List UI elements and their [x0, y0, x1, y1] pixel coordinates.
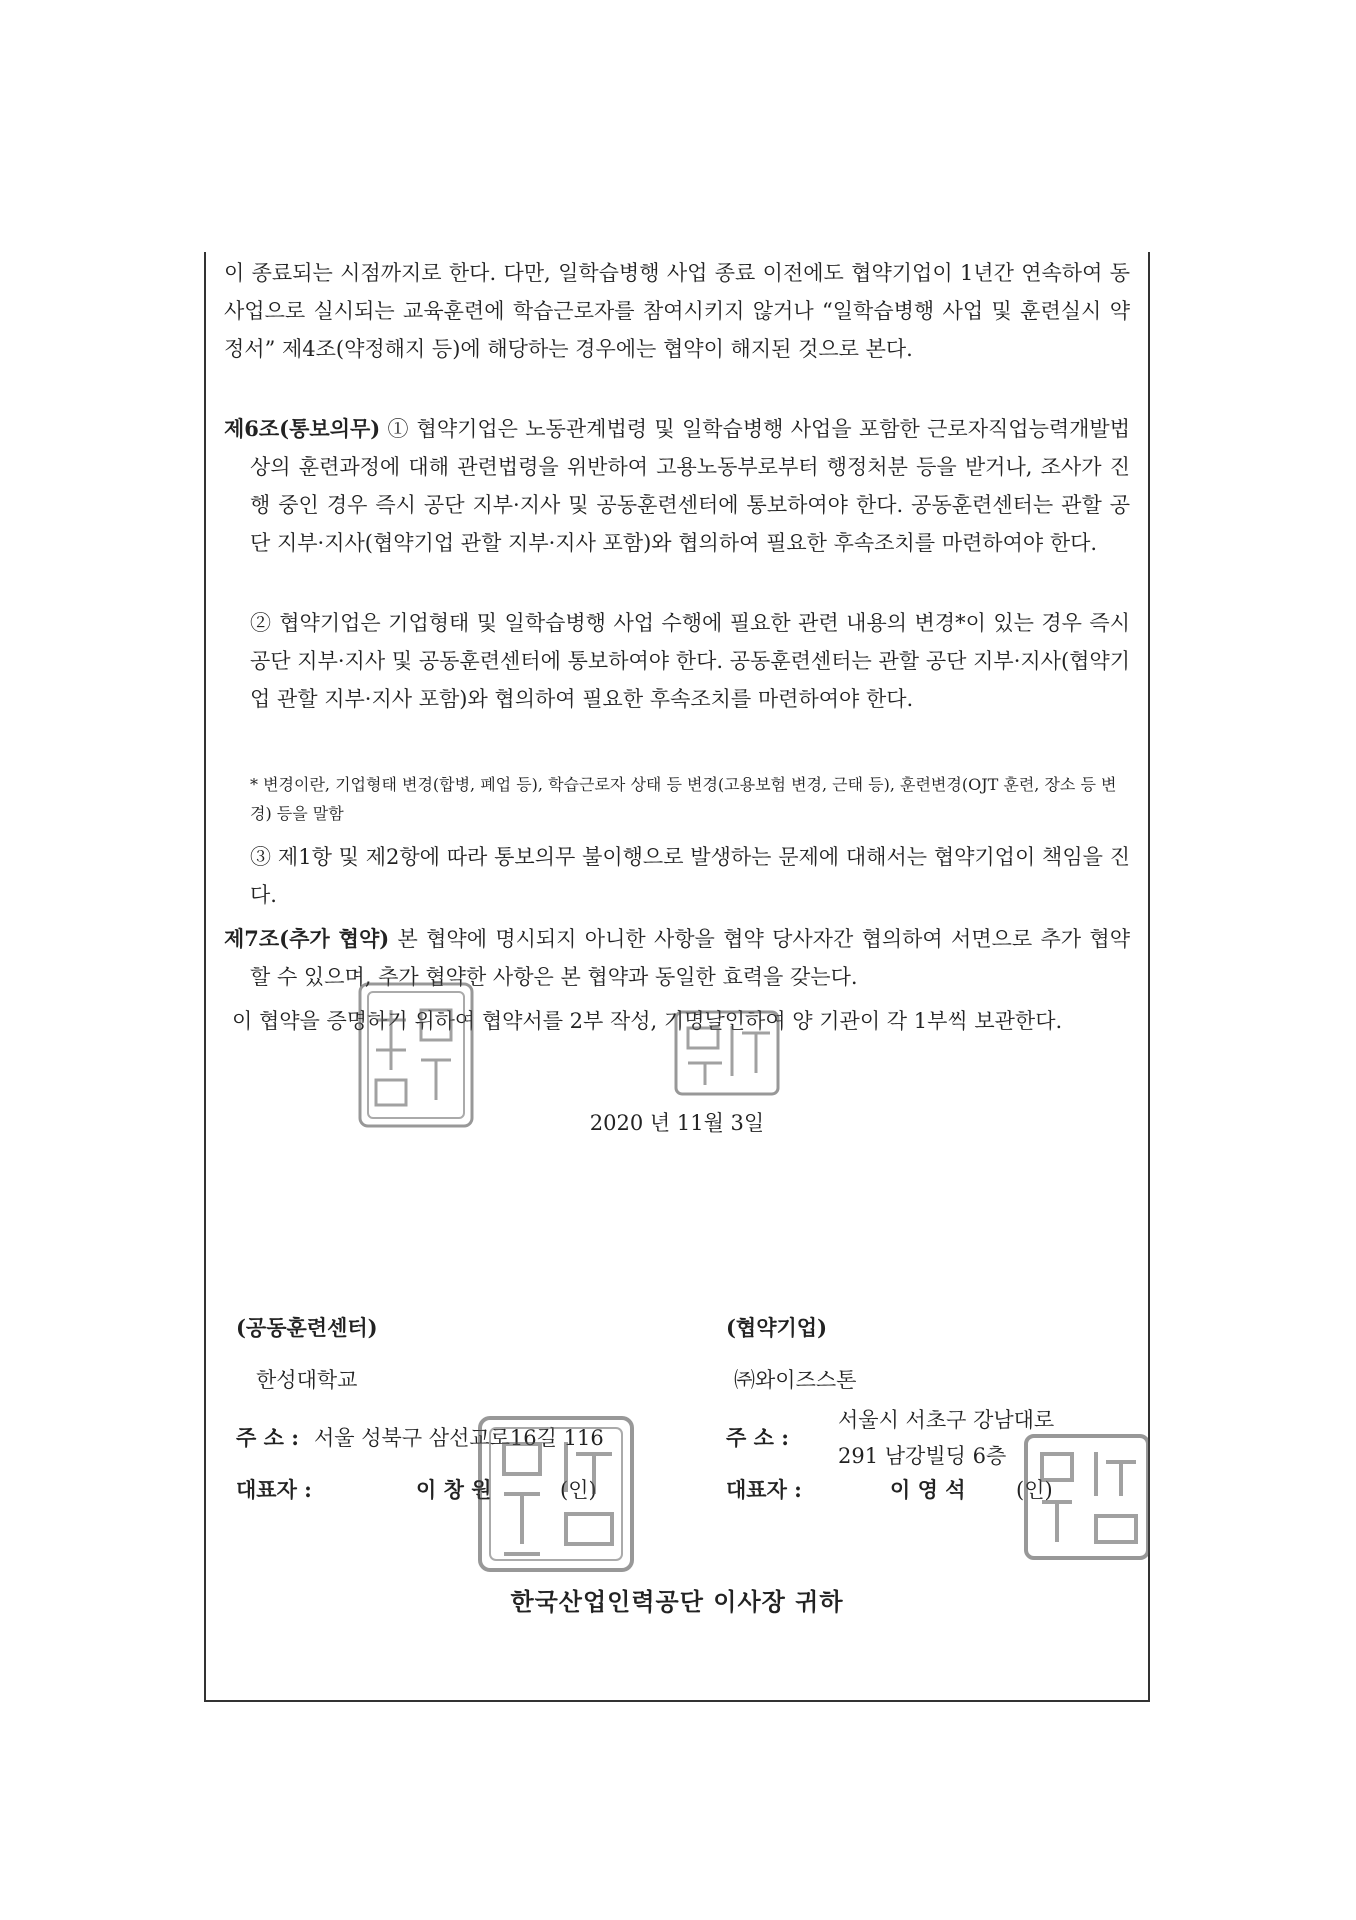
- agreement-date: 2020 년 11월 3일: [589, 1111, 765, 1135]
- closing-statement: 이 협약을 증명하기 위하여 협약서를 2부 작성, 기명날인하여 양 기관이 각 1부씩 보관한다.: [232, 1009, 1063, 1033]
- seal-stamp-icon: [1022, 1432, 1152, 1562]
- left-party-heading: (공동훈련센터): [236, 1315, 378, 1340]
- right-party-address-line1: 서울시 서초구 강남대로: [838, 1408, 1055, 1432]
- left-party-seal-mark: (인): [560, 1478, 597, 1502]
- article6-text1: ① 협약기업은 노동관계법령 및 일학습병행 사업을 포함한 근로자직업능력개발법 상의 훈련과정에 대해 관련법령을 위반하여 고용노동부로부터 행정처분 등을 받거나, 조사가 진행 중인 경우 즉시 공단 지부·지사 및 공동훈련센터에 통보하여야 한다. 공동훈련센터는 관할 공단 지부·지사(협약기업 관할 지부·지사 포함)와 협의하여 필요한 후속조치를 마련하여야 한다.: [250, 417, 1130, 555]
- right-party-address-line2: 291 남강빌딩 6층: [838, 1444, 1007, 1468]
- right-party-rep-name: 이 영 석: [890, 1477, 966, 1502]
- seal-stamp-icon: [356, 980, 476, 1130]
- article5-continuation: 이 종료되는 시점까지로 한다. 다만, 일학습병행 사업 종료 이전에도 협약기업이 1년간 연속하여 동 사업으로 실시되는 교육훈련에 학습근로자를 참여시키지 않거나 “일학습병행 사업 및 훈련실시 약정서” 제4조(약정해지 등)에 해당하는 경우에는 협약이 해지된 것으로 본다.: [224, 261, 1130, 361]
- right-party-seal-mark: (인): [1016, 1478, 1053, 1502]
- right-party-name: ㈜와이즈스톤: [734, 1368, 857, 1392]
- document-frame: [204, 252, 1150, 1702]
- left-party-rep-label: 대표자 :: [236, 1477, 312, 1502]
- article7-text: 본 협약에 명시되지 아니한 사항을 협약 당사자간 협의하여 서면으로 추가 협약할 수 있으며, 추가 협약한 사항은 본 협약과 동일한 효력을 갖는다.: [250, 927, 1130, 989]
- right-party-address-label: 주 소 :: [726, 1425, 789, 1450]
- seal-stamp-icon: [476, 1414, 636, 1574]
- article7-title: 제7조(추가 협약): [224, 926, 390, 951]
- article6-footnote: * 변경이란, 기업형태 변경(합병, 폐업 등), 학습근로자 상태 등 변경(고용보험 변경, 근태 등), 훈련변경(OJT 훈련, 장소 등 변경) 등을 말함: [250, 775, 1117, 823]
- article6-title: 제6조(통보의무): [224, 416, 381, 441]
- left-party-address-label: 주 소 :: [236, 1425, 299, 1450]
- right-party-heading: (협약기업): [726, 1315, 828, 1340]
- addressee-footer: 한국산업인력공단 이사장 귀하: [510, 1587, 844, 1616]
- left-party-address: 서울 성북구 삼선교로16길 116: [314, 1426, 604, 1450]
- left-party-rep-name: 이 창 원: [416, 1477, 492, 1502]
- article6-paragraph3: ③ 제1항 및 제2항에 따라 통보의무 불이행으로 발생하는 문제에 대해서는 협약기업이 책임을 진다.: [250, 845, 1130, 907]
- left-party-name: 한성대학교: [256, 1368, 358, 1392]
- article6-paragraph2: ② 협약기업은 기업형태 및 일학습병행 사업 수행에 필요한 관련 내용의 변경*이 있는 경우 즉시 공단 지부·지사 및 공동훈련센터에 통보하여야 한다. 공동훈련센터는 관할 공단 지부·지사(협약기업 관할 지부·지사 포함)와 협의하여 필요한 후속조치를 마련하여야 한다.: [250, 611, 1130, 711]
- right-party-rep-label: 대표자 :: [726, 1477, 802, 1502]
- seal-stamp-icon: [672, 1008, 782, 1098]
- article6-paragraph1: [224, 410, 1130, 562]
